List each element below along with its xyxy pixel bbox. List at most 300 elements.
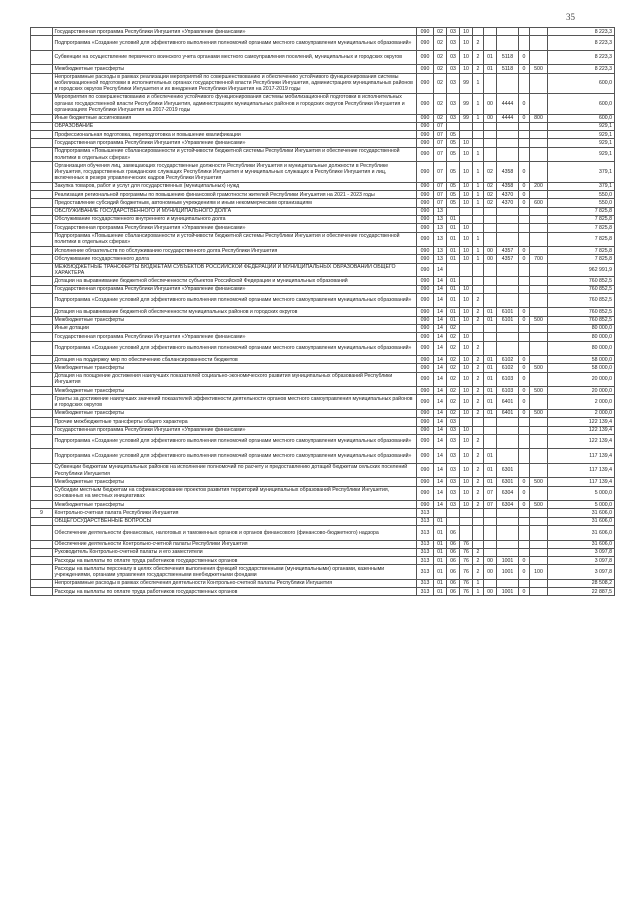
row-pr: 01 [447, 215, 460, 223]
row-program [460, 277, 473, 285]
row-subprogram: 2 [473, 409, 484, 417]
row-index [31, 565, 53, 580]
row-name: Межбюджетные трансферты [53, 65, 417, 73]
row-name: Организация обучения лиц, замещающих государственные должности Республики Ингушетия и муниципальные должности в Республике Ингушетия, государственных гражданских служащих Республики Ингушетия и муниципальных служащих в Республике Ингушетия и лиц, включенных в резерв управленческих кадров Республики Ингушетия [53, 162, 417, 183]
table-row [31, 277, 615, 285]
row-expense-type [530, 122, 548, 130]
row-direction-suffix: 0 [519, 409, 530, 417]
table-row [31, 486, 615, 501]
row-program: 76 [460, 579, 473, 587]
table-row [31, 395, 615, 410]
row-amount: 2 000,0 [548, 409, 615, 417]
row-expense-type [530, 426, 548, 434]
row-event: 00 [484, 557, 497, 565]
row-gr: 313 [417, 540, 434, 548]
row-direction-suffix [519, 147, 530, 162]
row-expense-type [530, 207, 548, 215]
row-name: Субсидии местным бюджетам на софинансирование проектов развития территорий муниципальных образований Республики Ингушетия, основанных на местных инициативах [53, 486, 417, 501]
row-rz: 13 [434, 232, 447, 247]
row-event: 02 [484, 191, 497, 199]
row-index [31, 293, 53, 308]
row-direction: 4444 [497, 114, 519, 122]
row-expense-type [530, 463, 548, 478]
row-pr: 02 [447, 356, 460, 364]
table-row [31, 540, 615, 548]
table-row [31, 247, 615, 255]
row-rz: 14 [434, 409, 447, 417]
row-direction: 1001 [497, 557, 519, 565]
row-amount: 760 852,5 [548, 293, 615, 308]
row-direction-suffix [519, 526, 530, 541]
row-event [484, 333, 497, 341]
row-direction-suffix [519, 418, 530, 426]
row-gr: 090 [417, 409, 434, 417]
row-name: Межбюджетные трансферты [53, 387, 417, 395]
row-gr: 090 [417, 122, 434, 130]
row-pr: 03 [447, 28, 460, 36]
row-direction [497, 277, 519, 285]
budget-expenditure-table [30, 27, 615, 596]
row-expense-type [530, 50, 548, 65]
row-program: 10 [460, 182, 473, 190]
row-event [484, 36, 497, 51]
table-row [31, 418, 615, 426]
row-rz: 07 [434, 122, 447, 130]
row-name: Государственная программа Республики Ингушетия «Управление финансами» [53, 333, 417, 341]
row-gr: 090 [417, 139, 434, 147]
table-row [31, 548, 615, 556]
table-row [31, 73, 615, 94]
row-index [31, 50, 53, 65]
table-row [31, 147, 615, 162]
row-pr: 02 [447, 395, 460, 410]
row-rz: 14 [434, 372, 447, 387]
row-direction: 5118 [497, 50, 519, 65]
row-amount: 760 852,5 [548, 285, 615, 293]
row-direction-suffix: 0 [519, 316, 530, 324]
row-expense-type: 700 [530, 255, 548, 263]
row-direction-suffix: 0 [519, 486, 530, 501]
row-direction-suffix [519, 324, 530, 332]
row-direction-suffix: 0 [519, 191, 530, 199]
row-direction [497, 36, 519, 51]
row-pr: 06 [447, 540, 460, 548]
row-subprogram: 2 [473, 463, 484, 478]
row-index [31, 426, 53, 434]
row-pr [447, 122, 460, 130]
row-direction [497, 434, 519, 449]
row-event [484, 224, 497, 232]
row-name: Подпрограмма «Повышение сбалансированности и устойчивости бюджетной системы Республики Ингушетия и обеспечение государственной политики в отдельных сферах» [53, 232, 417, 247]
row-index [31, 28, 53, 36]
row-pr: 03 [447, 418, 460, 426]
row-direction [497, 215, 519, 223]
row-index [31, 548, 53, 556]
row-direction-suffix [519, 131, 530, 139]
table-row [31, 341, 615, 356]
table-row [31, 449, 615, 464]
table-row [31, 478, 615, 486]
row-gr: 090 [417, 247, 434, 255]
row-expense-type: 500 [530, 501, 548, 509]
row-amount: 7 825,8 [548, 207, 615, 215]
table-row [31, 122, 615, 130]
row-pr: 01 [447, 285, 460, 293]
row-name: Дотация на поощрение достижения наилучших показателей социально-экономического развития муниципальных образований Республики Ингушетия [53, 372, 417, 387]
row-subprogram: 2 [473, 501, 484, 509]
row-subprogram [473, 263, 484, 277]
row-name: Подпрограмма «Создание условий для эффективного выполнения полномочий органами местного самоуправления муниципальных образований» [53, 434, 417, 449]
row-index [31, 372, 53, 387]
row-pr: 05 [447, 139, 460, 147]
row-event: 00 [484, 255, 497, 263]
row-direction-suffix [519, 548, 530, 556]
row-gr: 090 [417, 478, 434, 486]
row-direction: 6103 [497, 372, 519, 387]
row-rz: 01 [434, 517, 447, 525]
row-index [31, 114, 53, 122]
row-rz: 14 [434, 486, 447, 501]
row-expense-type [530, 324, 548, 332]
row-gr: 090 [417, 73, 434, 94]
row-pr: 02 [447, 372, 460, 387]
row-pr: 05 [447, 199, 460, 207]
row-name: ОБРАЗОВАНИЕ [53, 122, 417, 130]
row-direction: 4358 [497, 162, 519, 183]
row-amount: 550,0 [548, 199, 615, 207]
row-direction: 4357 [497, 247, 519, 255]
row-gr: 090 [417, 207, 434, 215]
row-event: 02 [484, 162, 497, 183]
row-index [31, 232, 53, 247]
row-gr: 090 [417, 434, 434, 449]
row-subprogram [473, 207, 484, 215]
row-name: Иные дотации [53, 324, 417, 332]
row-expense-type: 600 [530, 199, 548, 207]
row-program: 76 [460, 565, 473, 580]
row-gr: 090 [417, 324, 434, 332]
row-event [484, 341, 497, 356]
row-amount: 7 825,8 [548, 232, 615, 247]
row-event: 02 [484, 199, 497, 207]
row-program: 10 [460, 449, 473, 464]
row-direction-suffix: 0 [519, 182, 530, 190]
row-rz: 14 [434, 263, 447, 277]
row-index [31, 255, 53, 263]
row-subprogram [473, 224, 484, 232]
row-direction-suffix: 0 [519, 387, 530, 395]
row-direction [497, 540, 519, 548]
row-direction-suffix [519, 333, 530, 341]
row-amount: 379,1 [548, 182, 615, 190]
row-name: Прочие межбюджетные трансферты общего характера [53, 418, 417, 426]
row-direction-suffix [519, 579, 530, 587]
row-direction: 6101 [497, 308, 519, 316]
row-rz: 02 [434, 50, 447, 65]
row-index [31, 162, 53, 183]
table-body [31, 28, 615, 596]
row-amount: 7 825,8 [548, 224, 615, 232]
table-row [31, 191, 615, 199]
row-name: Межбюджетные трансферты [53, 364, 417, 372]
row-name: Дотация на выравнивание бюджетной обеспеченности муниципальных районов и городских округов [53, 308, 417, 316]
row-name: Государственная программа Республики Ингушетия «Управление финансами» [53, 426, 417, 434]
row-expense-type [530, 277, 548, 285]
row-subprogram: 1 [473, 73, 484, 94]
row-amount: 58 000,0 [548, 364, 615, 372]
row-gr: 313 [417, 509, 434, 517]
row-expense-type [530, 308, 548, 316]
row-rz: 14 [434, 434, 447, 449]
row-name: Предоставление субсидий бюджетным, автономным учреждениям и иным некоммерческим организациям [53, 199, 417, 207]
row-amount: 8 223,3 [548, 28, 615, 36]
row-rz: 14 [434, 341, 447, 356]
row-index [31, 486, 53, 501]
row-program: 10 [460, 341, 473, 356]
row-amount: 22 887,5 [548, 588, 615, 596]
row-program: 76 [460, 540, 473, 548]
row-event: 01 [484, 50, 497, 65]
row-rz: 01 [434, 565, 447, 580]
row-event: 01 [484, 387, 497, 395]
row-gr: 313 [417, 565, 434, 580]
row-program: 10 [460, 199, 473, 207]
row-subprogram: 1 [473, 232, 484, 247]
table-row [31, 434, 615, 449]
row-name: Контрольно-счетная палата Республики Ингушетия [53, 509, 417, 517]
row-gr: 090 [417, 232, 434, 247]
row-rz: 07 [434, 162, 447, 183]
row-direction-suffix [519, 36, 530, 51]
row-gr: 090 [417, 356, 434, 364]
row-program: 10 [460, 232, 473, 247]
row-subprogram: 2 [473, 65, 484, 73]
row-expense-type [530, 579, 548, 587]
row-direction [497, 73, 519, 94]
table-row [31, 356, 615, 364]
row-direction-suffix [519, 215, 530, 223]
row-program: 10 [460, 486, 473, 501]
row-amount: 8 223,3 [548, 65, 615, 73]
row-pr: 03 [447, 36, 460, 51]
row-program: 10 [460, 387, 473, 395]
row-name: Государственная программа Республики Ингушетия «Управление финансами» [53, 285, 417, 293]
row-program [460, 418, 473, 426]
row-amount: 760 852,5 [548, 277, 615, 285]
row-program: 10 [460, 364, 473, 372]
table-row [31, 324, 615, 332]
row-pr [447, 263, 460, 277]
row-direction [497, 517, 519, 525]
row-event: 01 [484, 356, 497, 364]
row-index [31, 122, 53, 130]
row-direction: 4358 [497, 182, 519, 190]
row-amount: 31 606,0 [548, 540, 615, 548]
row-amount: 80 000,0 [548, 341, 615, 356]
row-expense-type: 500 [530, 364, 548, 372]
row-gr: 090 [417, 463, 434, 478]
row-pr: 02 [447, 333, 460, 341]
row-gr: 090 [417, 114, 434, 122]
row-amount: 31 606,0 [548, 517, 615, 525]
row-direction: 6103 [497, 387, 519, 395]
row-subprogram [473, 131, 484, 139]
row-direction [497, 548, 519, 556]
row-pr [447, 207, 460, 215]
row-name: Межбюджетные трансферты [53, 409, 417, 417]
row-amount: 760 852,5 [548, 308, 615, 316]
row-amount: 379,1 [548, 162, 615, 183]
row-expense-type [530, 162, 548, 183]
table-row [31, 50, 615, 65]
row-expense-type [530, 341, 548, 356]
table-row [31, 139, 615, 147]
row-program [460, 131, 473, 139]
row-subprogram: 1 [473, 114, 484, 122]
table-row [31, 131, 615, 139]
row-rz: 02 [434, 73, 447, 94]
row-name: Закупка товаров, работ и услуг для государственных (муниципальных) нужд [53, 182, 417, 190]
row-expense-type [530, 372, 548, 387]
row-direction: 6401 [497, 409, 519, 417]
row-expense-type: 200 [530, 182, 548, 190]
row-direction: 4370 [497, 199, 519, 207]
row-subprogram: 1 [473, 147, 484, 162]
row-pr: 06 [447, 548, 460, 556]
table-row [31, 509, 615, 517]
row-index: 9 [31, 509, 53, 517]
row-gr: 313 [417, 579, 434, 587]
row-amount: 122 139,4 [548, 434, 615, 449]
row-expense-type [530, 36, 548, 51]
row-index [31, 147, 53, 162]
row-program: 10 [460, 333, 473, 341]
row-index [31, 418, 53, 426]
row-rz: 13 [434, 255, 447, 263]
row-gr: 090 [417, 341, 434, 356]
row-index [31, 517, 53, 525]
row-pr: 06 [447, 557, 460, 565]
row-direction [497, 333, 519, 341]
row-rz: 14 [434, 387, 447, 395]
row-direction-suffix: 0 [519, 199, 530, 207]
row-pr: 03 [447, 486, 460, 501]
row-subprogram: 2 [473, 565, 484, 580]
row-direction-suffix [519, 426, 530, 434]
row-name: Профессиональная подготовка, переподготовка и повышение квалификации [53, 131, 417, 139]
row-subprogram [473, 526, 484, 541]
row-expense-type [530, 293, 548, 308]
row-program: 10 [460, 316, 473, 324]
table-row [31, 36, 615, 51]
row-program: 10 [460, 434, 473, 449]
row-name: ОБСЛУЖИВАНИЕ ГОСУДАРСТВЕННОГО И МУНИЦИПАЛЬНОГО ДОЛГА [53, 207, 417, 215]
row-index [31, 409, 53, 417]
row-event: 01 [484, 372, 497, 387]
row-subprogram [473, 517, 484, 525]
row-gr: 090 [417, 387, 434, 395]
row-program: 10 [460, 50, 473, 65]
row-subprogram [473, 277, 484, 285]
row-rz: 14 [434, 308, 447, 316]
row-rz: 07 [434, 139, 447, 147]
row-index [31, 207, 53, 215]
row-pr: 01 [447, 224, 460, 232]
row-expense-type [530, 224, 548, 232]
row-event [484, 426, 497, 434]
row-program [460, 509, 473, 517]
row-subprogram: 1 [473, 588, 484, 596]
row-event: 07 [484, 486, 497, 501]
row-expense-type [530, 333, 548, 341]
row-gr: 090 [417, 182, 434, 190]
row-name: МЕЖБЮДЖЕТНЫЕ ТРАНСФЕРТЫ БЮДЖЕТАМ СУБЪЕКТОВ РОССИЙСКОЙ ФЕДЕРАЦИИ И МУНИЦИПАЛЬНЫХ ОБРАЗОВАНИЙ ОБЩЕГО ХАРАКТЕРА [53, 263, 417, 277]
row-subprogram: 2 [473, 341, 484, 356]
table-row [31, 215, 615, 223]
row-program: 10 [460, 372, 473, 387]
row-subprogram [473, 215, 484, 223]
row-event: 00 [484, 247, 497, 255]
row-direction-suffix: 0 [519, 162, 530, 183]
table-row [31, 207, 615, 215]
row-gr: 090 [417, 215, 434, 223]
row-name: ОБЩЕГОСУДАРСТВЕННЫЕ ВОПРОСЫ [53, 517, 417, 525]
row-program [460, 526, 473, 541]
row-name: Дотации на выравнивание бюджетной обеспеченности субъектов Российской Федерации и муниципальных образований [53, 277, 417, 285]
row-direction [497, 341, 519, 356]
row-program: 10 [460, 147, 473, 162]
row-rz: 01 [434, 557, 447, 565]
row-amount: 962 991,9 [548, 263, 615, 277]
table-row [31, 387, 615, 395]
budget-table-container [30, 27, 614, 596]
row-name: Непрограммные расходы в рамках реализации мероприятий по совершенствованию и обеспечению устойчивого функционирования системы мобилизационной подготовки в исполнительных органах государственной власти Республики Ингушетия, администрациях муниципальных районов и городских округов Республики Ингушетия и их внедрения Республики Ингушетия на 2017-2019 годы [53, 73, 417, 94]
row-direction: 4370 [497, 191, 519, 199]
row-gr: 090 [417, 162, 434, 183]
row-pr: 05 [447, 131, 460, 139]
row-gr: 090 [417, 372, 434, 387]
row-expense-type [530, 94, 548, 115]
row-subprogram [473, 509, 484, 517]
row-index [31, 131, 53, 139]
row-expense-type [530, 232, 548, 247]
row-rz: 14 [434, 426, 447, 434]
row-expense-type [530, 215, 548, 223]
row-expense-type [530, 147, 548, 162]
row-name: Реализация региональной программы по повышению финансовой грамотности жителей Республики Ингушетия на 2021 - 2023 годы [53, 191, 417, 199]
row-direction-suffix: 0 [519, 501, 530, 509]
table-row [31, 409, 615, 417]
row-name: Гранты за достижение наилучших значений показателей эффективности деятельности органов местного самоуправления муниципальных районов и городских округов [53, 395, 417, 410]
row-expense-type [530, 285, 548, 293]
row-direction-suffix [519, 122, 530, 130]
row-rz: 14 [434, 356, 447, 364]
row-program: 76 [460, 588, 473, 596]
row-amount: 122 139,4 [548, 418, 615, 426]
row-event: 01 [484, 463, 497, 478]
row-amount: 600,0 [548, 114, 615, 122]
row-subprogram: 2 [473, 387, 484, 395]
row-pr: 03 [447, 94, 460, 115]
row-direction [497, 418, 519, 426]
row-gr: 313 [417, 548, 434, 556]
row-pr: 01 [447, 247, 460, 255]
row-pr: 02 [447, 341, 460, 356]
row-pr: 03 [447, 463, 460, 478]
row-direction-suffix: 0 [519, 94, 530, 115]
row-program [460, 324, 473, 332]
row-rz: 13 [434, 207, 447, 215]
